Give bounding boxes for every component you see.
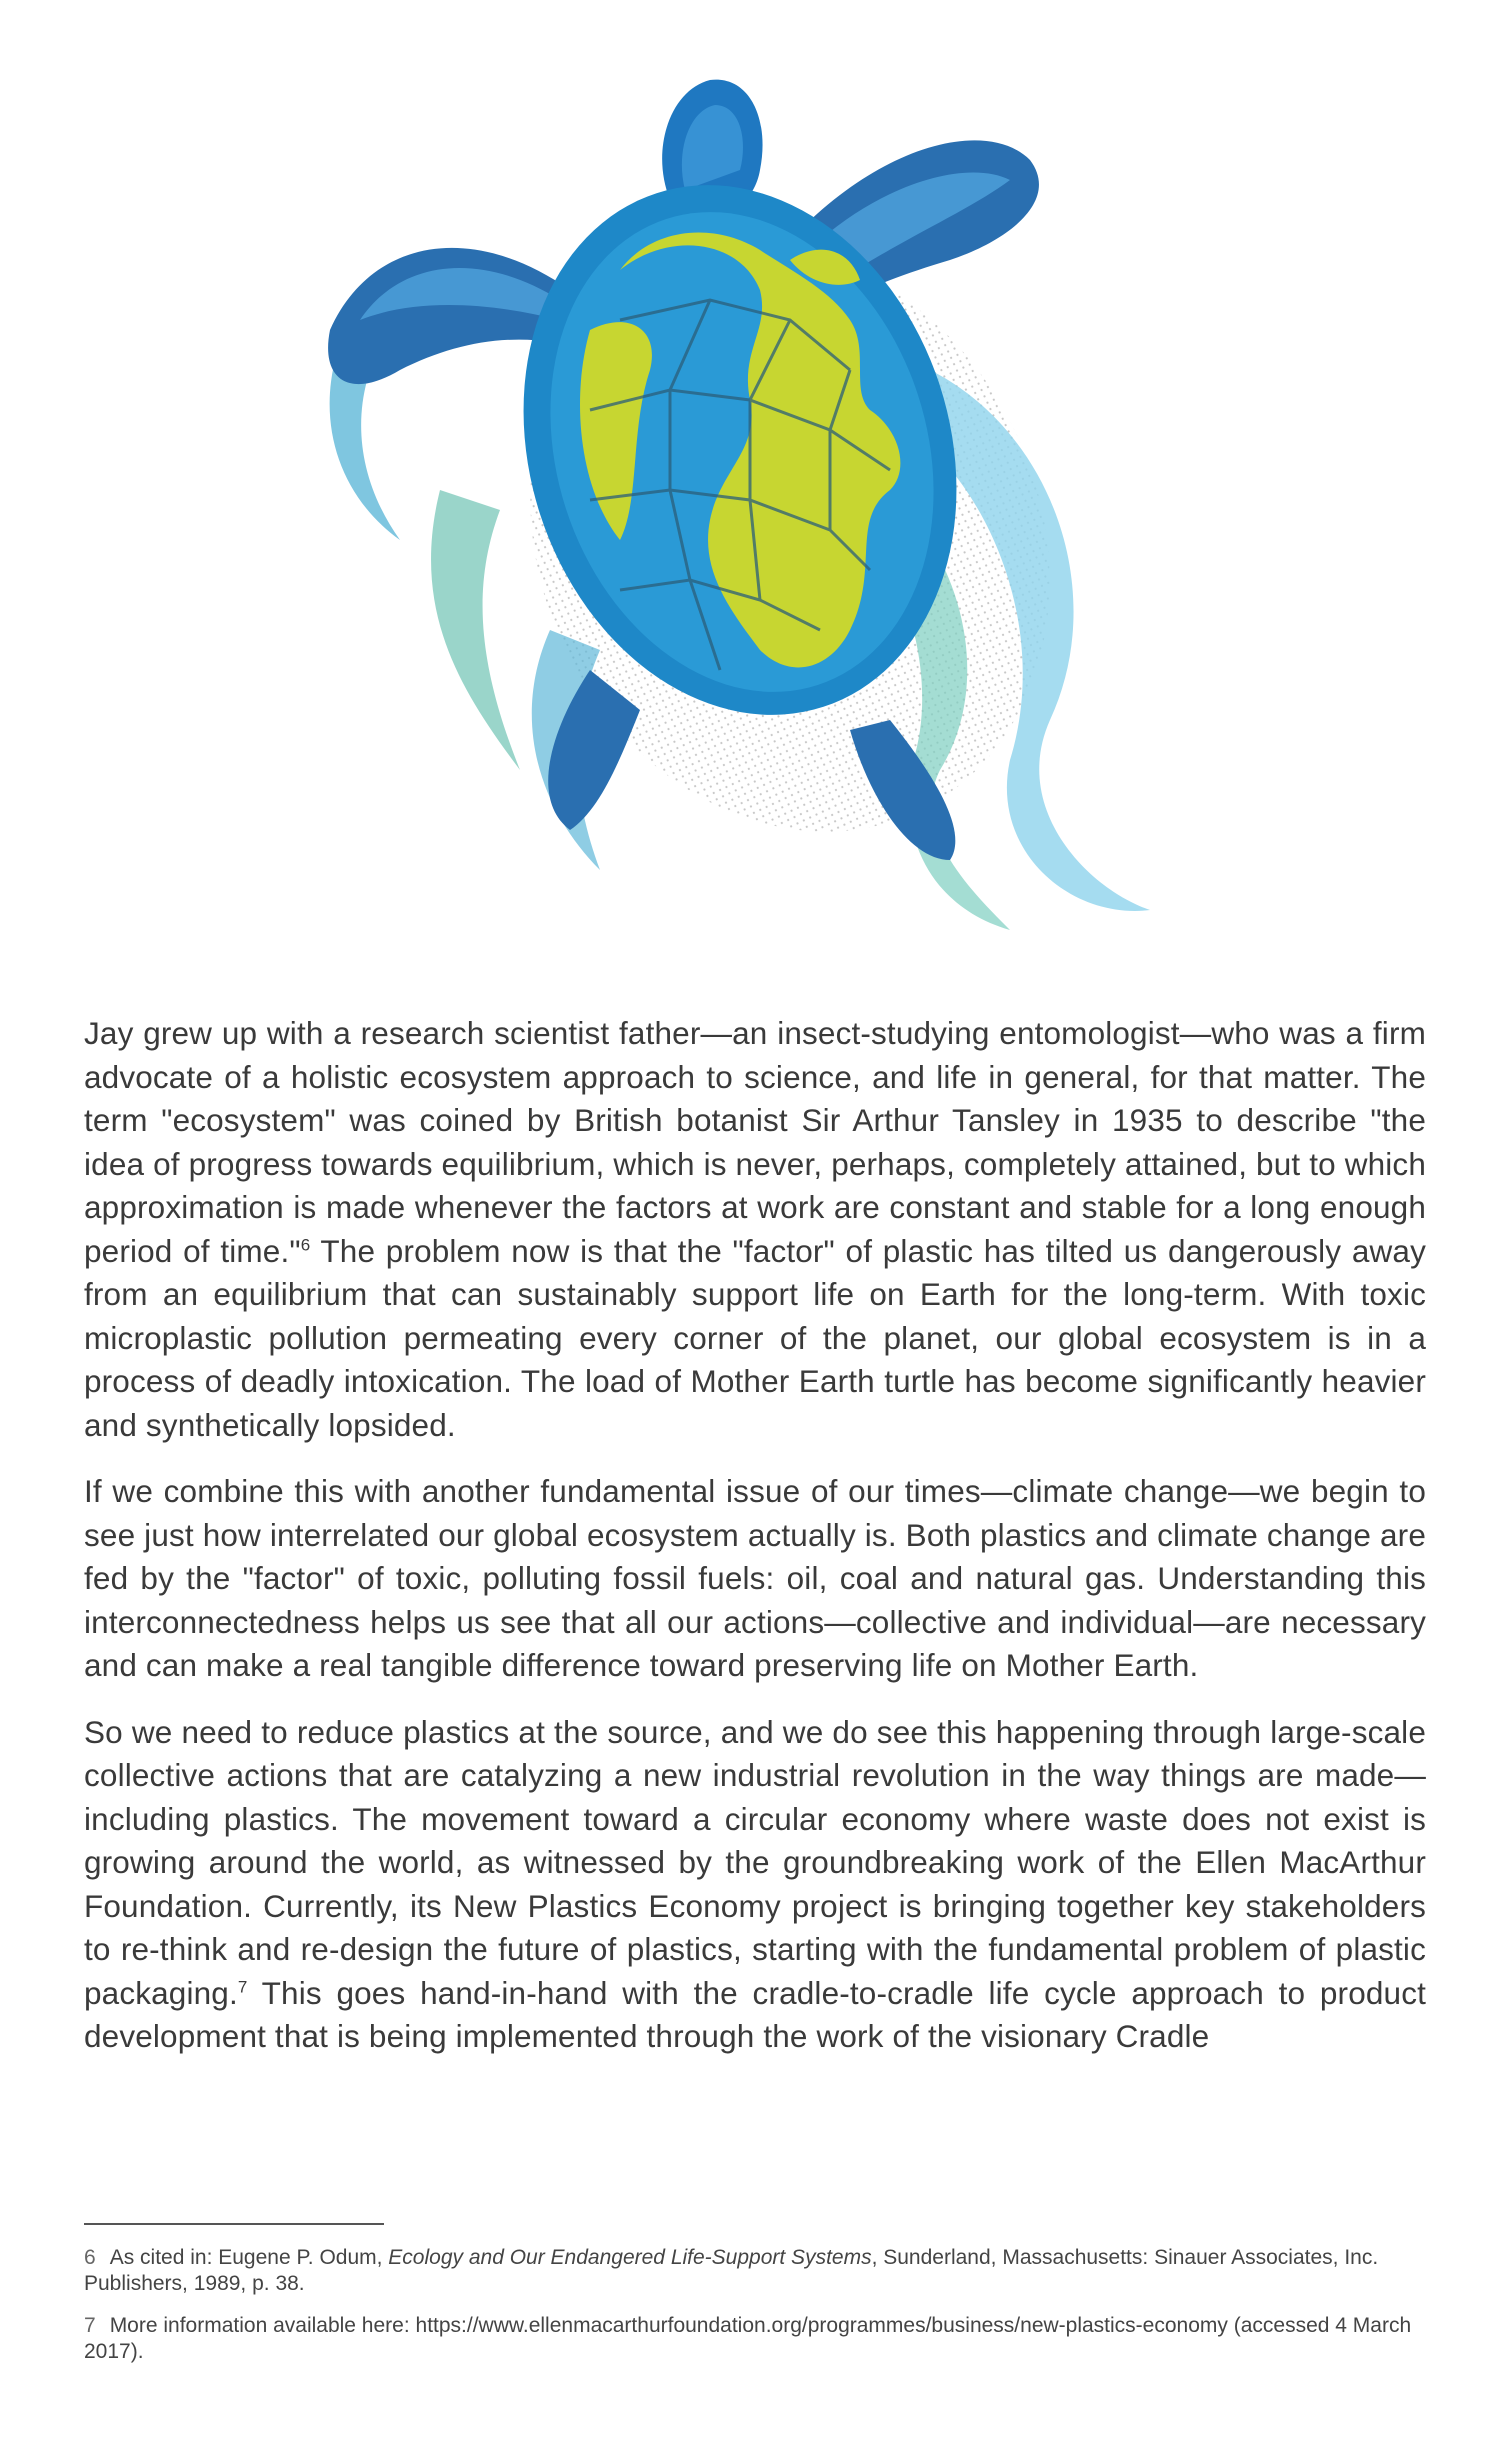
- footnote-text-cont: , Sunderland, Massachusetts: Sinauer Associates, Inc. Publishers, 1989, p. 38.: [84, 2246, 1379, 2295]
- paragraph-ecosystem: [84, 1012, 1426, 1447]
- footnote-ref-6: 6: [300, 1235, 311, 1254]
- turtle-earth-illustration: [290, 70, 1190, 980]
- footnote-6: [84, 2245, 1426, 2297]
- footnote-text: As cited in: Eugene P. Odum,: [109, 2246, 389, 2269]
- paragraph-ecosystem-text-cont: The problem now is that the "factor" of plastic has tilted us dangerously away from an equilibrium that can sustainably support life on Earth for the long-term. With toxic microplastic pollution permeating every corner of the planet, our global ecosystem is in a process of deadly intoxication. The load of Mother Earth turtle has become significantly heavier and synthetically lopsided.: [84, 1232, 1426, 1443]
- paragraph-climate: If we combine this with another fundamental issue of our times—climate change—we begin to see just how interrelated our global ecosystem actually is. Both plastics and climate change are fed by the "factor" of toxic, polluting fossil fuels: oil, coal and natural gas. Understanding this interconnectedness helps us see that all our actions—collective and individual—are necessary and can make a real tangible difference toward preserving life on Mother Earth.: [84, 1473, 1426, 1683]
- paragraph-circular-text-cont: This goes hand-in-hand with the cradle-to-cradle life cycle approach to product development that is being implemented through the work of the visionary Cradle: [84, 1974, 1426, 2054]
- footnote-divider: [84, 2223, 384, 2225]
- turtle-illustration-svg: [290, 70, 1190, 980]
- footnote-ref-7: 7: [237, 1977, 248, 1996]
- paragraph-circular-economy: [84, 1711, 1426, 2059]
- body-text: [84, 1012, 1426, 2082]
- paragraph-ecosystem-text: Jay grew up with a research scientist father—an insect-studying entomologist—who was a firm advocate of a holistic ecosystem approach to science, and life in general, for that matter. The term "ecosystem" was coined by British botanist Sir Arthur Tansley in 1935 to describe "the idea of progress towards equilibrium, which is never, perhaps, completely attained, but to which approximation is made whenever the factors at work are constant and stable for a long enough period of time.": [84, 1015, 1426, 1269]
- footnote-7: [84, 2313, 1426, 2365]
- footnote-number: 6: [84, 2246, 96, 2269]
- footnote-book-title: Ecology and Our Endangered Life-Support Systems: [388, 2246, 872, 2269]
- footnote-text: More information available here: https://www.ellenmacarthurfoundation.org/programmes/business/new-plastics-economy (accessed 4 March 2017).: [84, 2314, 1412, 2363]
- footnotes: [84, 2245, 1426, 2381]
- footnote-number: 7: [84, 2314, 96, 2337]
- paragraph-circular-text: So we need to reduce plastics at the source, and we do see this happening through large-scale collective actions that are catalyzing a new industrial revolution in the way things are made—including plastics. The movement toward a circular economy where waste does not exist is growing around the world, as witnessed by the groundbreaking work of the Ellen MacArthur Foundation. Currently, its New Plastics Economy project is bringing together key stakeholders to re-think and re-design the future of plastics, starting with the fundamental problem of plastic packaging.: [84, 1713, 1426, 2011]
